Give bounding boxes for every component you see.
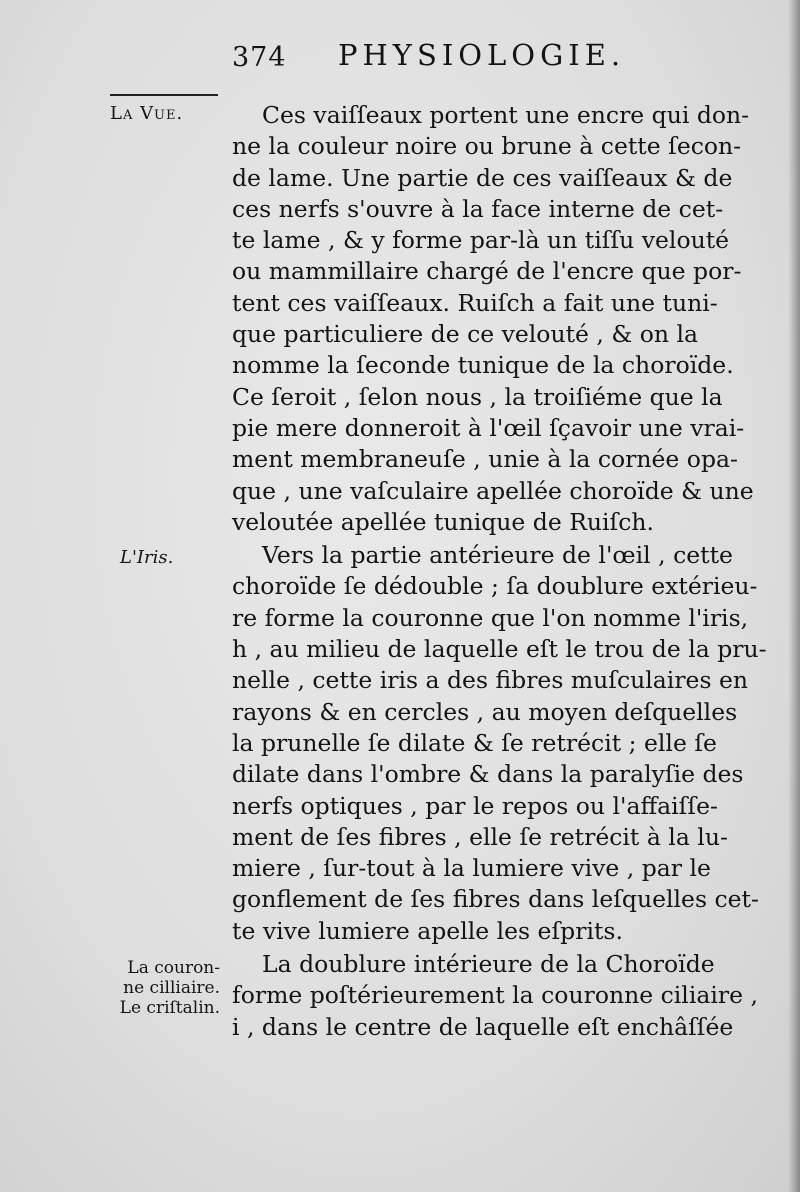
margin-note-iris: L'Iris. [120, 547, 174, 568]
margin-rule [110, 94, 218, 96]
margin-note-line: ne cilliaire. [123, 978, 220, 998]
text-line: tent ces vaiſſeaux. Ruiſch a fait une tuni- [232, 288, 718, 317]
text-line: veloutée apellée tunique de Ruiſch. [232, 507, 655, 536]
text-line: ne la couleur noire ou brune à cette ſecon- [232, 132, 742, 161]
paragraph-2 [232, 540, 767, 947]
text-line: pie mere donneroit à l'œil ſçavoir une vrai- [232, 413, 745, 442]
text-line: dilate dans l'ombre & dans la paralyſie des [232, 760, 744, 789]
text-line: i , dans le centre de laquelle eſt enchâſſée [232, 1012, 734, 1041]
paragraph-1 [232, 100, 752, 538]
text-line: ment membraneuſe , unie à la cornée opa- [232, 445, 738, 474]
text-line: gonflement de ſes fibres dans leſquelles cet- [232, 885, 759, 914]
text-line: ces nerfs s'ouvre à la face interne de cet- [232, 194, 724, 223]
text-line: la prunelle ſe dilate & ſe retrécit ; elle ſe [232, 728, 717, 757]
margin-note-line: La couron- [127, 958, 220, 978]
text-line: La doublure intérieure de la Choroïde [262, 950, 715, 979]
page-header [0, 30, 800, 80]
text-line: te vive lumiere apelle les eſprits. [232, 916, 623, 945]
text-line: forme poſtérieurement la couronne ciliaire , [232, 981, 758, 1010]
paragraph-3 [232, 949, 758, 1043]
text-line: de lame. Une partie de ces vaiſſeaux & de [232, 163, 733, 192]
page-edge-shadow [788, 0, 800, 1192]
margin-note-couronne [100, 958, 220, 1018]
text-line: rayons & en cercles , au moyen deſquelles [232, 697, 738, 726]
text-line: Ce ſeroit , ſelon nous , la troiſiéme que la [232, 382, 723, 411]
text-line: miere , ſur-tout à la lumiere vive , par le [232, 854, 711, 883]
text-line: ment de ſes fibres , elle ſe retrécit à la lu- [232, 822, 728, 851]
text-line: ou mammillaire chargé de l'encre que por- [232, 257, 742, 286]
text-line: nomme la ſeconde tunique de la choroïde. [232, 351, 734, 380]
text-line: h , au milieu de laquelle eſt le trou de la pru- [232, 635, 767, 664]
text-line: te lame , & y forme par-là un tiſſu velouté [232, 226, 730, 255]
margin-note-vue: La Vue. [110, 103, 184, 124]
margin-note-cristalin: Le criſtalin. [119, 998, 220, 1018]
text-line: choroïde ſe dédouble ; ſa doublure extérieu- [232, 572, 758, 601]
text-line: re forme la couronne que l'on nomme l'iris, [232, 603, 749, 632]
text-line: que , une vaſculaire apellée choroïde & une [232, 476, 754, 505]
text-line: nerfs optiques , par le repos ou l'affaiſſe- [232, 791, 718, 820]
text-line: nelle , cette iris a des fibres muſculaires en [232, 666, 749, 695]
running-title: PHYSIOLOGIE. [338, 38, 626, 72]
text-line: que particuliere de ce velouté , & on la [232, 320, 699, 349]
main-text [232, 100, 767, 1043]
text-line: Vers la partie antérieure de l'œil , cette [262, 541, 733, 570]
page-number: 374 [232, 42, 287, 73]
text-line: Ces vaiſſeaux portent une encre qui don- [262, 101, 750, 129]
